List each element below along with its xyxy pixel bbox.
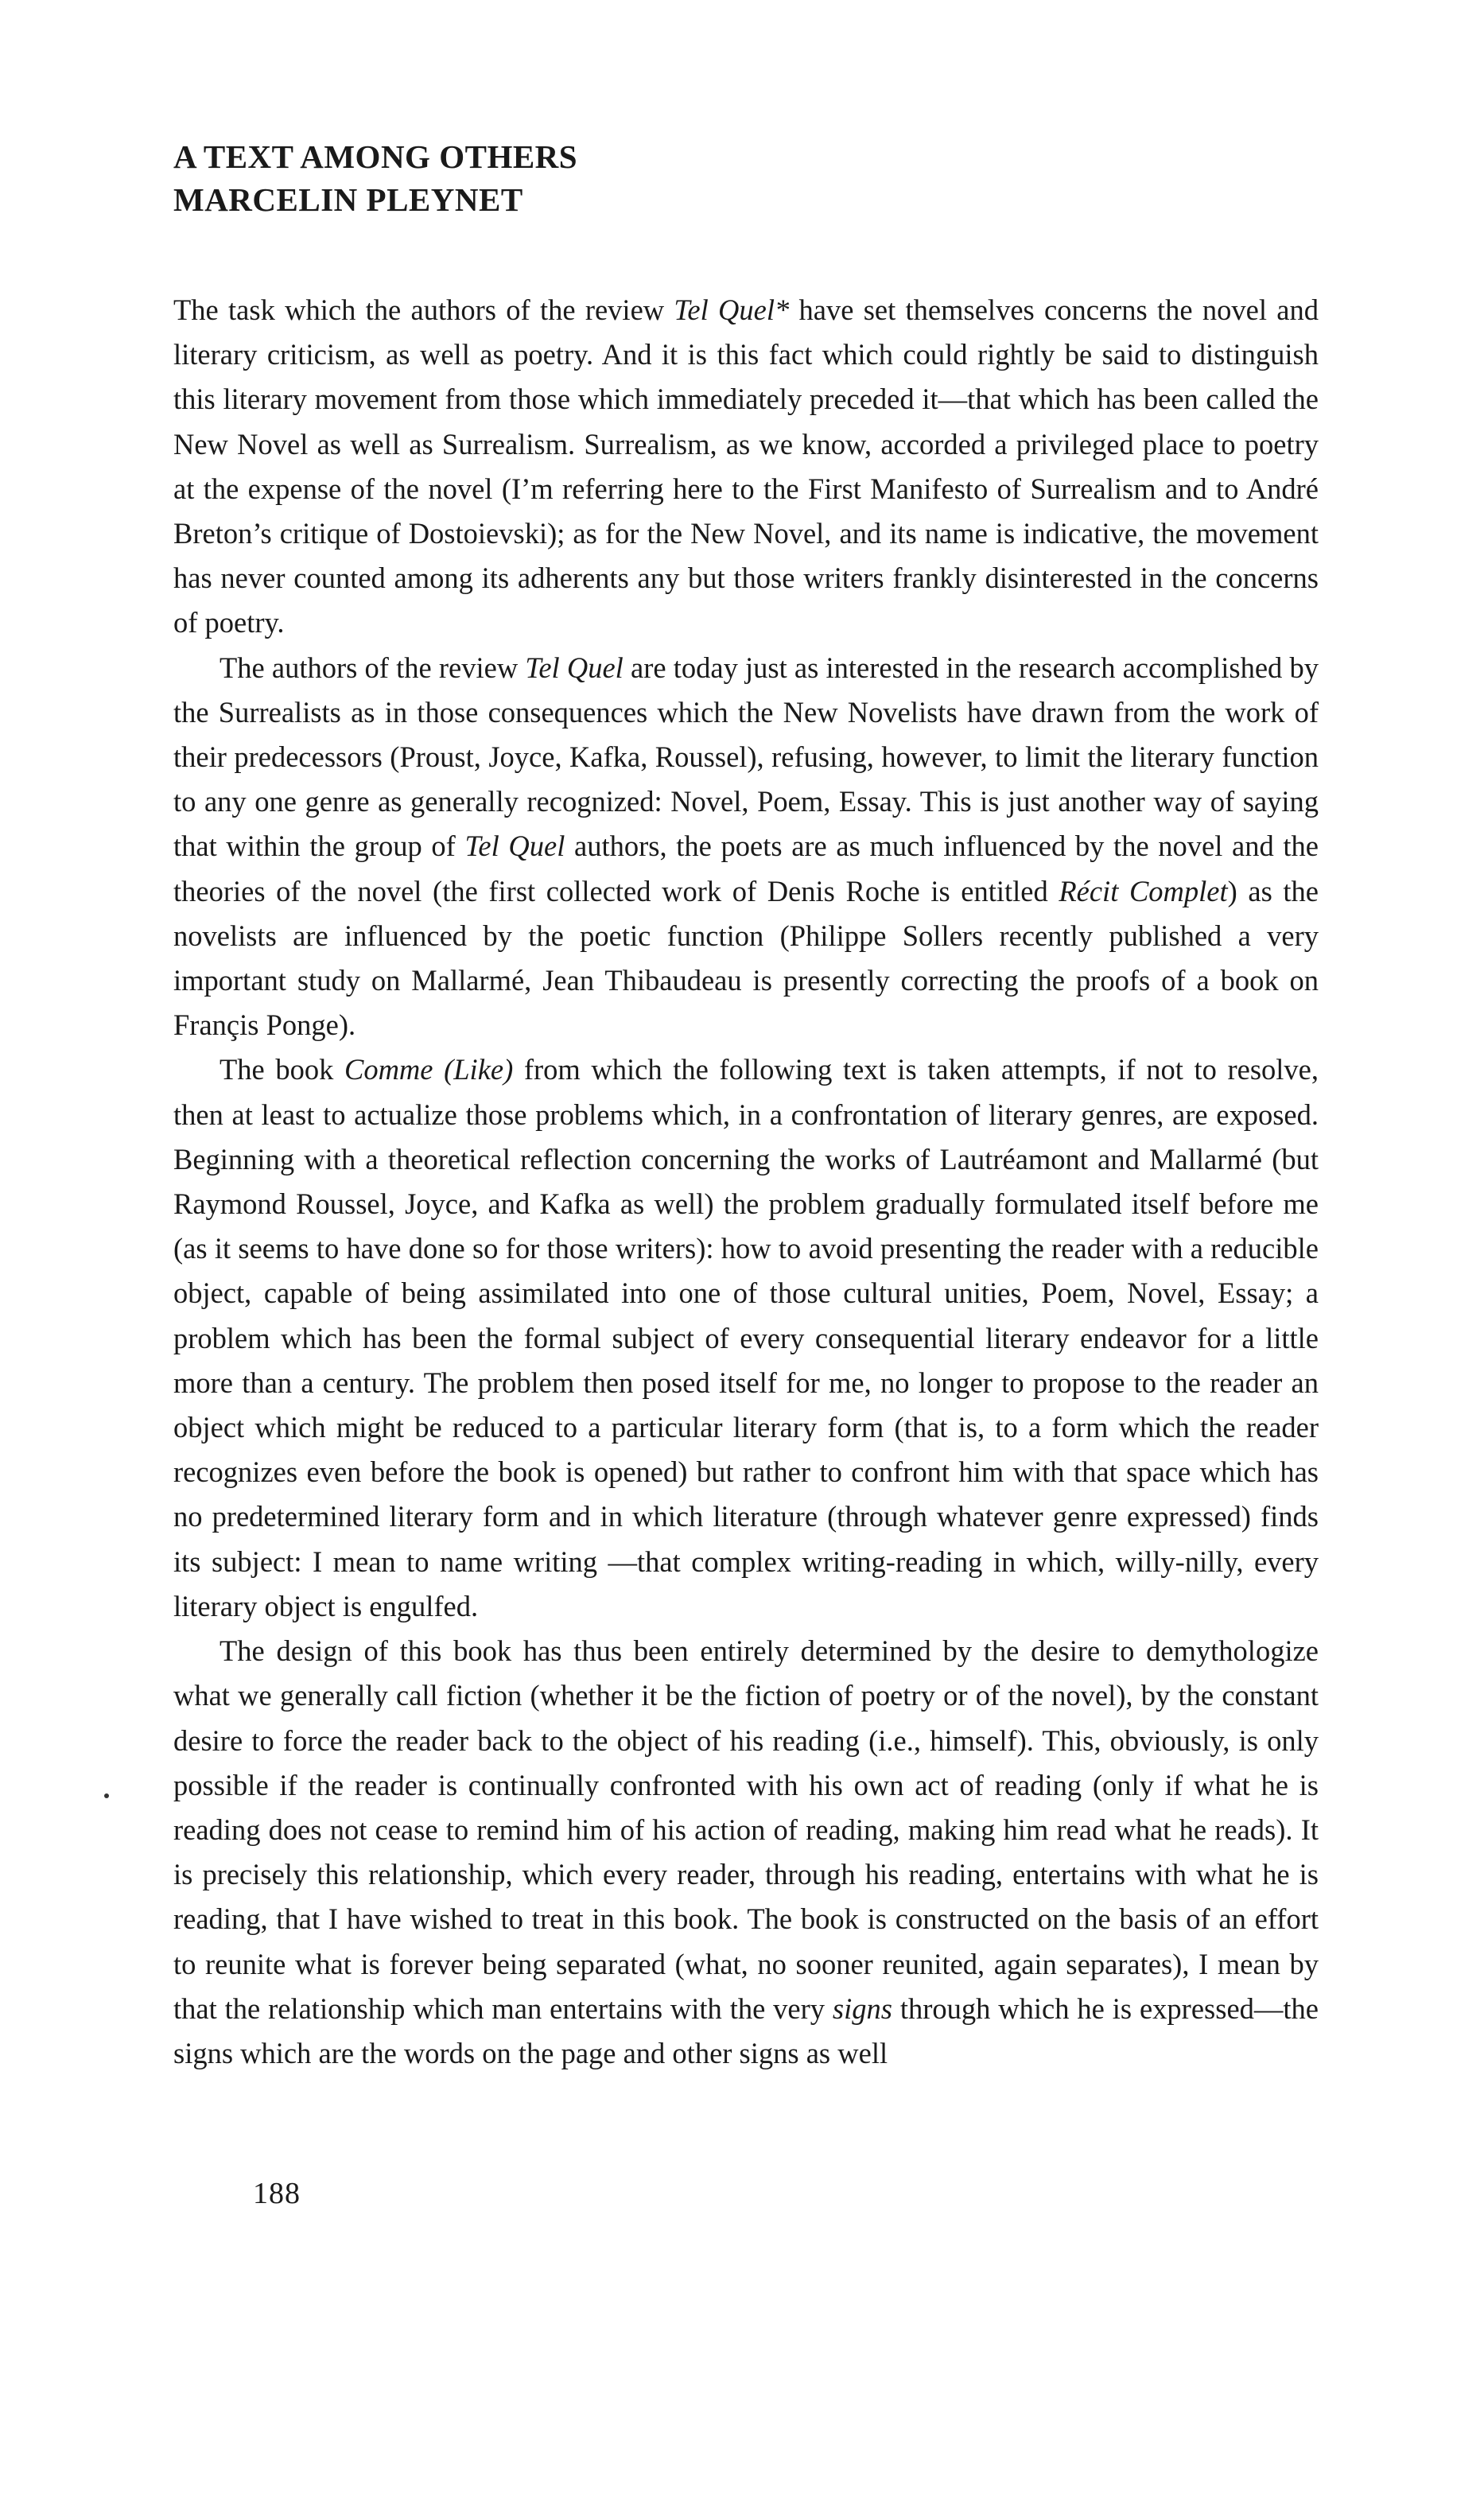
paragraph-text: from which the following text is taken attempts, if not to resolve, then at least to actualize those problems which, in a confrontation of literary genres, are exposed. Beginning with a theoretical reflection concerning the works of Lautréamont and Mallarmé (but Raymond Roussel, Joyce, and Kafka as well) the problem gradually formulated itself before me (as it seems to have done so for those writers): how to avoid presenting the reader with a reducible object, capable of being assimilated into one of those cultural unities, Poem, Novel, Essay; a problem which has been the formal subject of every consequential literary endeavor for a little more than a century. The problem then posed itself for me, no longer to propose to the reader an object which might be reduced to a particular literary form (that is, to a form which the reader recognizes even before the book is opened) but rather to confront him with that space which has no predetermined literary form and in which literature (through whatever genre expressed) finds its subject: I mean to name writing —that complex writing-reading in which, willy-nilly, every literary object is engulfed.	[173, 1053, 1319, 1622]
page	[173, 135, 1319, 2076]
article-heading	[173, 135, 1319, 221]
italic-title: Comme	[344, 1053, 433, 1086]
paragraph-text: The design of this book has thus been entirely determined by the desire to demythologize what we generally call fiction (whether it be the fiction of poetry or of the novel), by the constant desire to force the reader back to the object of his reading (i.e., himself). This, obviously, is only possible if the reader is continually confronted with his own act of reading (only if what he is reading does not cease to remind him of his action of reading, making him read what he reads). It is precisely this relationship, which every reader, through his reading, entertains with what he is reading, that I have wished to treat in this book. The book is constructed on the basis of an effort to reunite what is forever being separated (what, no sooner reunited, again separates), I mean by that the relationship which man entertains with the very	[173, 1634, 1319, 2025]
italic-title: Tel Quel*	[674, 293, 790, 326]
paragraph-text: The book	[219, 1053, 344, 1086]
paragraph-text: through which he is expressed—the signs which are the words on the page and other signs as well	[173, 1991, 1319, 2069]
italic-title: Tel Quel	[525, 651, 624, 684]
body-paragraph	[173, 288, 1319, 646]
paragraph-text: authors, the poets are as much influenced by the novel and the theories of the novel (the first collected work of Denis Roche is entitled	[173, 830, 1319, 907]
paragraph-text: are today just as interested in the research accomplished by the Surrealists as in those consequences which the New Novelists have drawn from the work of their predecessors (Proust, Joyce, Kafka, Roussel), refusing, however, to limit the literary function to any one genre as generally recognized: Novel, Poem, Essay. This is just another way of saying that within the group of	[173, 651, 1319, 863]
paragraph-text: ) as the novelists are influenced by the poetic function (Philippe Sollers recently published a very important study on Mallarmé, Jean Thibaudeau is presently correcting the proofs of a book on Françis Ponge).	[173, 874, 1319, 1042]
paragraph-text: The task which the authors of the review	[173, 293, 674, 326]
body-paragraph	[173, 1629, 1319, 2076]
italic-title: (Like)	[444, 1053, 514, 1086]
paragraph-text	[433, 1053, 444, 1086]
body-paragraph	[173, 1047, 1319, 1629]
article-author: MARCELIN PLEYNET	[173, 181, 523, 218]
margin-mark	[104, 1793, 109, 1798]
paragraph-text: The authors of the review	[219, 651, 526, 684]
italic-title: Tel Quel	[464, 830, 565, 863]
italic-title: signs	[832, 1991, 892, 2025]
article-title: A TEXT AMONG OTHERS	[173, 138, 578, 175]
italic-title: Récit Complet	[1059, 874, 1228, 907]
page-number: 188	[253, 2177, 301, 2210]
body-paragraph	[173, 646, 1319, 1048]
body-text	[173, 288, 1319, 2076]
paragraph-text: have set themselves concerns the novel and literary criticism, as well as poetry. And it is this fact which could rightly be said to distinguish this literary movement from those which immediately preceded it—that which has been called the New Novel as well as Surrealism. Surrealism, as we know, accorded a privileged place to poetry at the expense of the novel (I’m referring here to the First Manifesto of Surrealism and to André Breton’s critique of Dostoievski); as for the New Novel, and its name is indicative, the movement has never counted among its adherents any but those writers frankly disinterested in the concerns of poetry.	[173, 293, 1319, 639]
